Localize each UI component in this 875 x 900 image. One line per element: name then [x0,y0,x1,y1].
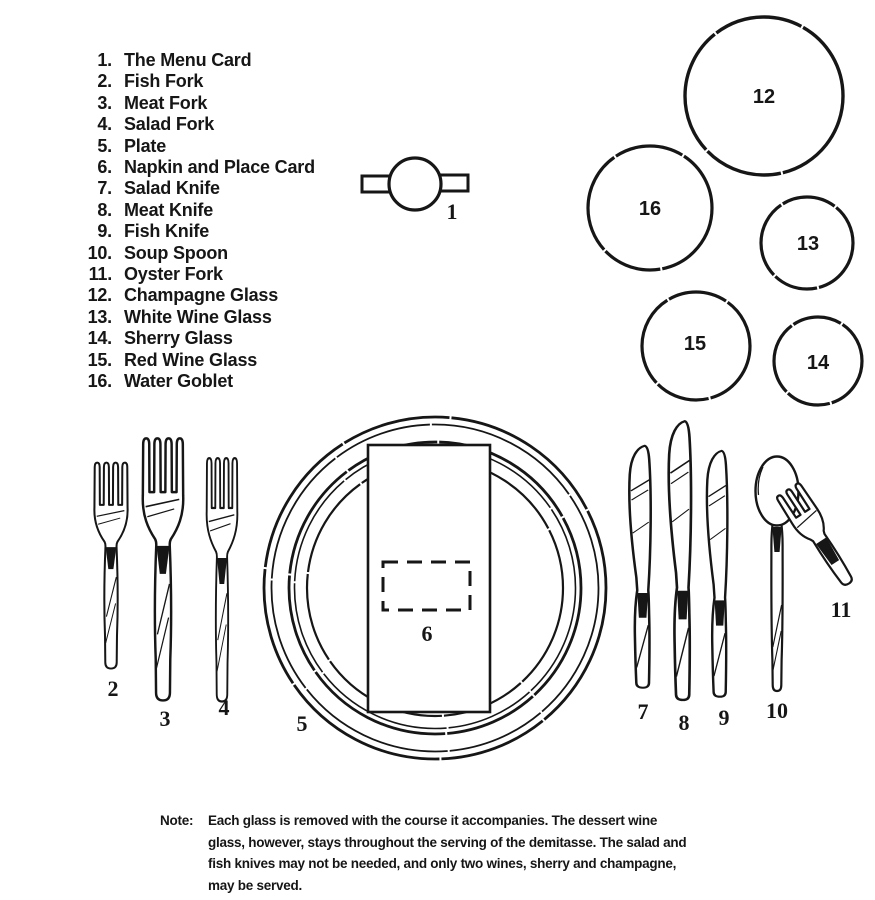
legend-item-number: 2. [97,71,112,92]
napkin-number: 6 [421,621,433,646]
legend-item-number: 10. [87,242,112,263]
legend-item-number: 11. [88,264,112,285]
water-goblet-number: 16 [638,198,662,220]
footnote-line: glass, however, stays throughout the serving of the demitasse. The salad and [208,834,687,850]
legend-item-label: Plate [124,135,167,156]
fish-fork-number: 2 [107,676,119,701]
meat-knife-shape [669,421,691,700]
legend-item-label: Soup Spoon [124,242,228,263]
meat-fork-number: 3 [159,706,171,731]
legend-item-label: Salad Knife [124,178,220,199]
legend-item-number: 1. [97,50,112,70]
legend-item-label: The Menu Card [124,50,252,70]
fish-fork-shape [94,463,127,669]
plate-number: 5 [296,711,308,736]
fish-knife-number: 9 [718,705,730,730]
oyster-fork-number: 11 [830,597,852,622]
legend-item-label: Fish Fork [124,71,204,92]
sherry-glass-number: 14 [806,352,830,374]
footnote-line: Each glass is removed with the course it accompanies. The dessert wine [208,813,658,828]
salad-knife-number: 7 [637,699,649,724]
footnote-line: fish knives may not be needed, and only two wines, sherry and champagne, [208,856,677,872]
legend-item-label: Napkin and Place Card [124,157,315,178]
legend-item-label: Red Wine Glass [124,349,258,370]
glasses-group [588,17,862,405]
footnote-line: may be served. [208,878,303,894]
legend-item-number: 4. [97,114,112,135]
legend-item-label: Champagne Glass [124,285,279,306]
footnote-text [208,810,686,897]
meat-knife-number: 8 [678,710,690,735]
legend-item-label: White Wine Glass [124,306,272,327]
legend-item-number: 6. [97,157,112,178]
white-wine-glass-number: 13 [796,233,820,255]
salad-knife-shape [629,446,650,688]
footnote [160,810,686,897]
legend-item-number: 8. [97,199,112,220]
legend-item-label: Water Goblet [124,371,233,392]
salad-fork-number: 4 [218,695,230,720]
legend-item-number: 5. [97,135,112,156]
soup-spoon-number: 10 [766,698,788,723]
red-wine-glass-number: 15 [683,333,707,355]
legend-item-label: Meat Knife [124,199,214,220]
legend-item-label: Sherry Glass [124,328,233,349]
fish-knife-shape [707,451,727,697]
legend-item-number: 16. [87,371,112,392]
legend-item-label: Oyster Fork [124,264,223,285]
champagne-glass-number: 12 [752,86,776,108]
footnote-label: Note: [160,813,194,828]
salad-fork-shape [207,458,238,701]
menu-card-number: 1 [446,199,458,224]
legend-item-number: 14. [87,328,112,349]
legend-item-number: 12. [87,285,112,306]
legend-item-number: 15. [87,349,112,370]
meat-fork-shape [143,438,183,700]
legend-item-number: 9. [97,221,112,242]
legend-item-number: 7. [97,178,112,199]
legend-item-label: Fish Knife [124,221,210,242]
legend-item-number: 13. [87,306,112,327]
napkin-shape [368,445,490,712]
legend-item-label: Meat Fork [124,92,208,113]
legend-item-number: 3. [97,92,112,113]
legend-item-label: Salad Fork [124,114,215,135]
